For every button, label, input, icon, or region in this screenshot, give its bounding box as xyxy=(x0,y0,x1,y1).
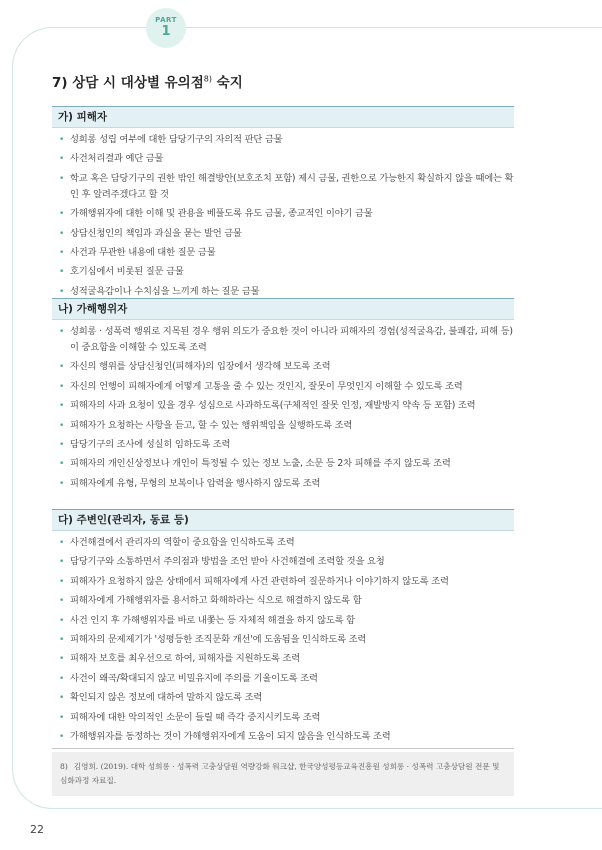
list-item xyxy=(52,379,514,395)
footnote-text: 김영희. (2019). 대학 성희롱 · 성폭력 고충상담원 역량강화 워크샵, 한국양성평등교육진흥원 성희롱 · 성폭력 고충상담원 전문 및 심화과정 자료집. xyxy=(60,762,500,785)
list-item xyxy=(52,613,514,629)
list-item xyxy=(52,535,514,551)
item-text: 호기심에서 비롯된 질문 금물 xyxy=(70,266,184,278)
item-text: 피해자가 요청하는 사항을 듣고, 할 수 있는 행위책임을 실행하도록 조력 xyxy=(70,419,353,431)
page-title xyxy=(52,71,243,91)
title-footnote-ref: 8) xyxy=(203,74,212,84)
list-item xyxy=(52,729,514,745)
list-item xyxy=(52,710,514,726)
item-text: 가해행위자에 대한 이해 및 관용을 베풀도록 유도 금물, 종교적인 이야기 금물 xyxy=(70,208,373,220)
bullet-icon: • xyxy=(59,596,65,607)
item-text: 피해자의 문제제기가 '성평등한 조직문화 개선'에 도움됨을 인식하도록 조력 xyxy=(70,633,367,645)
list-item xyxy=(52,593,514,609)
list-item xyxy=(52,418,514,434)
item-text: 사건 인지 후 가해행위자를 바로 내쫓는 등 자체적 해결을 하지 않도록 함 xyxy=(70,614,355,626)
bullet-icon: • xyxy=(59,381,65,392)
list-item xyxy=(52,554,514,570)
bullet-icon: • xyxy=(59,209,65,220)
bullet-icon: • xyxy=(59,154,65,165)
bullet-icon: • xyxy=(59,135,65,145)
bullet-icon: • xyxy=(59,615,65,626)
item-text: 피해자의 개인신상정보나 개인이 특정될 수 있는 정보 노출, 소문 등 2차 피해를 주지 않도록 조력 xyxy=(70,458,451,470)
item-text: 피해자에게 유형, 무형의 보복이나 압력을 행사하지 않도록 조력 xyxy=(70,477,321,489)
list-item xyxy=(52,651,514,667)
bullet-icon: • xyxy=(59,731,65,742)
title-text: 7) 상담 시 대상별 유의점 xyxy=(52,75,204,91)
item-text: 가해행위자를 동정하는 것이 가해행위자에게 도움이 되지 않음을 인식하도록 조력 xyxy=(70,730,391,742)
list-item xyxy=(52,632,514,648)
item-text: 확인되지 않은 정보에 대하여 말하지 않도록 조력 xyxy=(70,692,263,704)
bullet-icon: • xyxy=(59,712,65,723)
item-text: 사건처리결과 예단 금물 xyxy=(70,153,164,165)
list-item xyxy=(52,398,514,414)
bullet-icon: • xyxy=(59,557,65,568)
item-text: 사건이 왜곡/확대되지 않고 비밀유지에 주의를 기울이도록 조력 xyxy=(70,672,318,684)
bullet-icon: • xyxy=(59,267,65,278)
item-text: 상담신청인의 책임과 과실을 묻는 발언 금물 xyxy=(70,227,242,239)
list-item xyxy=(52,132,514,148)
bullet-icon: • xyxy=(59,634,65,645)
bullet-icon: • xyxy=(59,538,65,548)
page-number: 22 xyxy=(30,823,44,836)
bullet-icon: • xyxy=(59,228,65,239)
section-offender xyxy=(52,298,514,495)
item-list xyxy=(52,320,514,492)
item-text: 성희롱 · 성폭력 행위로 지목된 경우 행위 의도가 중요한 것이 아니라 피해자의 경험(성적굴욕감, 불쾌감, 피해 등)이 중요함을 이해할 수 있도록 조력 xyxy=(70,326,513,353)
footnote xyxy=(52,752,514,796)
list-item xyxy=(52,359,514,375)
bullet-icon: • xyxy=(59,286,65,297)
item-text: 담당기구와 소통하면서 주의점과 방법을 조언 받아 사건해결에 조력할 것을 요청 xyxy=(70,556,385,568)
bullet-icon: • xyxy=(59,693,65,704)
section-divider xyxy=(52,748,514,749)
title-suffix: 숙지 xyxy=(211,75,243,91)
bullet-icon: • xyxy=(59,362,65,373)
list-item xyxy=(52,171,514,203)
footnote-mark: 8) xyxy=(60,762,68,771)
item-text: 피해자에게 가해행위자를 용서하고 화해하라는 식으로 해결하지 않도록 함 xyxy=(70,595,362,607)
bullet-icon: • xyxy=(59,673,65,684)
item-list xyxy=(52,531,514,745)
part-number: 1 xyxy=(161,24,171,39)
list-item xyxy=(52,476,514,492)
list-item xyxy=(52,437,514,453)
item-text: 담당기구의 조사에 성실히 임하도록 조력 xyxy=(70,438,231,450)
item-text: 자신의 행위를 상담신청인(피해자)의 입장에서 생각해 보도록 조력 xyxy=(70,361,331,373)
bullet-icon: • xyxy=(59,576,65,587)
section-heading: 다) 주변인(관리자, 동료 등) xyxy=(52,509,514,531)
item-text: 피해자의 사과 요청이 있을 경우 성심으로 사과하도록(구체적인 잘못 인정, 재발방지 약속 등 포함) 조력 xyxy=(70,400,476,412)
item-text: 피해자에 대한 악의적인 소문이 들릴 때 즉각 중지시키도록 조력 xyxy=(70,711,321,723)
list-item xyxy=(52,324,514,356)
bullet-icon: • xyxy=(59,420,65,431)
bullet-icon: • xyxy=(59,459,65,470)
part-label: PART xyxy=(155,16,177,24)
bullet-icon: • xyxy=(59,247,65,258)
item-text: 피해자가 요청하지 않은 상태에서 피해자에게 사건 관련하여 질문하거나 이야기하지 않도록 조력 xyxy=(70,575,449,587)
item-list xyxy=(52,128,514,300)
item-text: 학교 혹은 담당기구의 권한 밖인 해결방안(보호조치 포함) 제시 금물, 권한으로 가능한지 확실하지 않을 때에는 확인 후 알려주겠다고 할 것 xyxy=(70,172,514,200)
item-text: 자신의 언행이 피해자에게 어떻게 고통을 줄 수 있는 것인지, 잘못이 무엇인지 이해할 수 있도록 조력 xyxy=(70,380,463,392)
list-item xyxy=(52,574,514,590)
bullet-icon: • xyxy=(59,654,65,665)
bullet-icon: • xyxy=(59,439,65,450)
bullet-icon: • xyxy=(59,173,65,184)
item-text: 성적굴욕감이나 수치심을 느끼게 하는 질문 금물 xyxy=(70,285,260,297)
item-text: 피해자 보호를 최우선으로 하여, 피해자를 지원하도록 조력 xyxy=(70,653,301,665)
bullet-icon: • xyxy=(59,478,65,489)
list-item xyxy=(52,690,514,706)
part-badge xyxy=(146,8,186,48)
list-item xyxy=(52,226,514,242)
section-bystander xyxy=(52,509,514,749)
section-heading: 가) 피해자 xyxy=(52,106,514,128)
section-victim xyxy=(52,106,514,303)
list-item xyxy=(52,151,514,167)
item-text: 성희롱 성립 여부에 대한 담당기구의 자의적 판단 금물 xyxy=(70,134,283,145)
list-item xyxy=(52,245,514,261)
item-text: 사건과 무관한 내용에 대한 질문 금물 xyxy=(70,246,216,258)
bullet-icon: • xyxy=(59,327,65,337)
section-heading: 나) 가해행위자 xyxy=(52,298,514,320)
list-item xyxy=(52,206,514,222)
list-item xyxy=(52,456,514,472)
list-item xyxy=(52,671,514,687)
item-text: 사건해결에서 관리자의 역할이 중요함을 인식하도록 조력 xyxy=(70,537,295,548)
list-item xyxy=(52,264,514,280)
bullet-icon: • xyxy=(59,401,65,412)
